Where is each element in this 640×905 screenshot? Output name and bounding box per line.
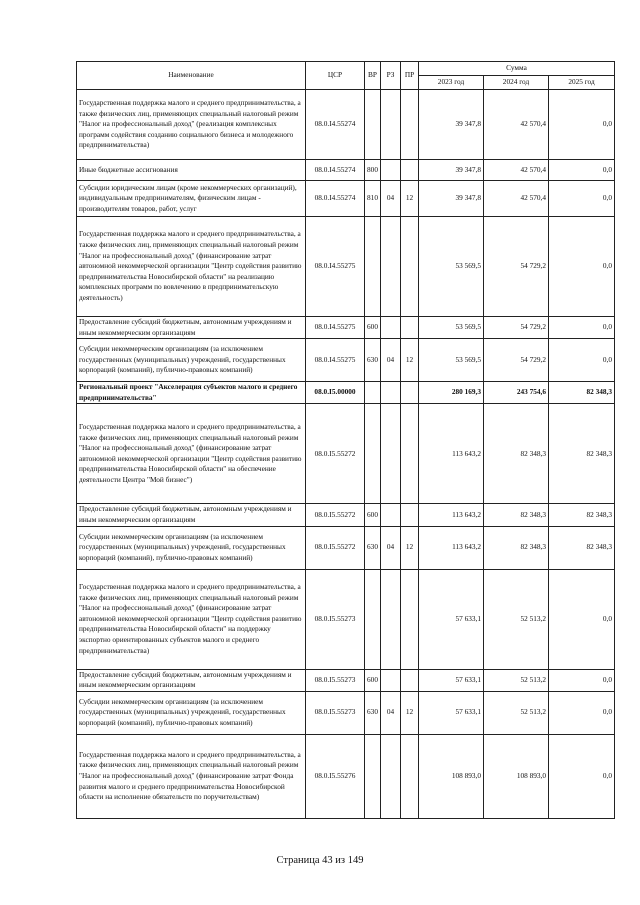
header-rz: РЗ [381, 62, 401, 90]
row-rz [381, 569, 401, 669]
table-row [77, 404, 615, 504]
row-vr: 600 [365, 317, 381, 339]
header-year-2023: 2023 год [419, 76, 484, 90]
row-name: Государственная поддержка малого и среднего предпринимательства, а также физических лиц, применяющих специальный налоговый режим "Налог на профессиональный доход" (финансирование затрат Фонда развития малого и среднего предпринимательства Новосибирской области на исполнение обязательств по поручительствам) [77, 734, 306, 818]
row-name: Предоставление субсидий бюджетным, автономным учреждениям и иным некоммерческим организациям [77, 317, 306, 339]
table-row [77, 181, 615, 217]
row-csr: 08.0.I4.55274 [306, 90, 365, 160]
row-sum-2023: 57 633,1 [419, 691, 484, 734]
row-csr: 08.0.I4.55275 [306, 217, 365, 317]
row-csr: 08.0.I5.00000 [306, 382, 365, 404]
row-csr: 08.0.I4.55275 [306, 339, 365, 382]
header-name: Наименование [77, 62, 306, 90]
table-row [77, 691, 615, 734]
row-rz [381, 382, 401, 404]
row-sum-2025: 0,0 [549, 217, 615, 317]
table-header [77, 62, 615, 90]
table-row [77, 317, 615, 339]
row-sum-2023: 280 169,3 [419, 382, 484, 404]
row-rz [381, 504, 401, 526]
row-name: Государственная поддержка малого и среднего предпринимательства, а также физических лиц, применяющих специальный налоговый режим "Налог на профессиональный доход" (финансирование затрат автономной некоммерческой организации "Центр содействия развитию предпринимательства Новосибирской области" на реализацию комплексных программ по вовлечению в предпринимательскую деятельность) [77, 217, 306, 317]
table-row [77, 526, 615, 569]
header-year-2025: 2025 год [549, 76, 615, 90]
row-vr: 600 [365, 669, 381, 691]
row-pr [401, 669, 419, 691]
header-vr: ВР [365, 62, 381, 90]
row-rz: 04 [381, 181, 401, 217]
table-row [77, 90, 615, 160]
row-pr [401, 734, 419, 818]
table-row [77, 160, 615, 181]
row-sum-2023: 53 569,5 [419, 317, 484, 339]
row-sum-2023: 113 643,2 [419, 404, 484, 504]
row-sum-2023: 53 569,5 [419, 339, 484, 382]
row-sum-2025: 82 348,3 [549, 404, 615, 504]
row-name: Предоставление субсидий бюджетным, автономным учреждениям и иным некоммерческим организациям [77, 669, 306, 691]
row-vr [365, 217, 381, 317]
row-sum-2025: 0,0 [549, 669, 615, 691]
header-csr: ЦСР [306, 62, 365, 90]
row-name: Государственная поддержка малого и среднего предпринимательства, а также физических лиц, применяющих специальный налоговый режим "Налог на профессиональный доход" (реализация комплексных программ содействия созданию социального бизнеса и молодежного предпринимательства) [77, 90, 306, 160]
row-sum-2025: 0,0 [549, 181, 615, 217]
row-sum-2023: 57 633,1 [419, 669, 484, 691]
table-row [77, 382, 615, 404]
row-sum-2024: 54 729,2 [484, 339, 549, 382]
row-sum-2025: 82 348,3 [549, 382, 615, 404]
row-sum-2024: 82 348,3 [484, 526, 549, 569]
row-sum-2024: 82 348,3 [484, 404, 549, 504]
row-csr: 08.0.I5.55273 [306, 669, 365, 691]
budget-table [76, 61, 615, 819]
table-row [77, 734, 615, 818]
row-csr: 08.0.I4.55274 [306, 160, 365, 181]
row-csr: 08.0.I5.55272 [306, 526, 365, 569]
row-sum-2023: 113 643,2 [419, 504, 484, 526]
row-vr: 630 [365, 339, 381, 382]
row-rz [381, 734, 401, 818]
row-sum-2024: 52 513,2 [484, 669, 549, 691]
row-name: Государственная поддержка малого и среднего предпринимательства, а также физических лиц, применяющих специальный налоговый режим "Налог на профессиональный доход" (финансирование затрат автономной некоммерческой организации "Центр содействия развитию предпринимательства Новосибирской области" на поддержку экспортно ориентированных субъектов малого и среднего предпринимательства) [77, 569, 306, 669]
row-sum-2025: 82 348,3 [549, 504, 615, 526]
row-name: Иные бюджетные ассигнования [77, 160, 306, 181]
row-sum-2025: 0,0 [549, 90, 615, 160]
row-sum-2023: 39 347,8 [419, 160, 484, 181]
row-rz [381, 669, 401, 691]
row-vr [365, 382, 381, 404]
row-pr: 12 [401, 181, 419, 217]
table-row [77, 669, 615, 691]
row-sum-2023: 57 633,1 [419, 569, 484, 669]
row-rz: 04 [381, 526, 401, 569]
row-vr [365, 569, 381, 669]
row-sum-2025: 0,0 [549, 569, 615, 669]
row-pr: 12 [401, 691, 419, 734]
row-vr: 810 [365, 181, 381, 217]
row-sum-2024: 54 729,2 [484, 217, 549, 317]
row-sum-2024: 42 570,4 [484, 160, 549, 181]
row-vr: 600 [365, 504, 381, 526]
row-name: Государственная поддержка малого и среднего предпринимательства, а также физических лиц, применяющих специальный налоговый режим "Налог на профессиональный доход" (финансирование затрат автономной некоммерческой организации "Центр содействия развитию предпринимательства Новосибирской области" на обеспечение деятельности Центра "Мой бизнес") [77, 404, 306, 504]
row-sum-2024: 52 513,2 [484, 691, 549, 734]
row-name: Региональный проект "Акселерация субъектов малого и среднего предпринимательства" [77, 382, 306, 404]
row-rz: 04 [381, 339, 401, 382]
row-csr: 08.0.I4.55274 [306, 181, 365, 217]
row-name: Субсидии некоммерческим организациям (за исключением государственных (муниципальных) учреждений, государственных корпораций (компаний), публично-правовых компаний) [77, 339, 306, 382]
row-rz [381, 217, 401, 317]
row-sum-2024: 108 893,0 [484, 734, 549, 818]
row-pr [401, 404, 419, 504]
row-pr [401, 569, 419, 669]
row-sum-2023: 108 893,0 [419, 734, 484, 818]
row-pr: 12 [401, 526, 419, 569]
row-pr [401, 90, 419, 160]
row-sum-2025: 0,0 [549, 339, 615, 382]
row-name: Субсидии юридическим лицам (кроме некоммерческих организаций), индивидуальным предпринимателям, физическим лицам - производителям товаров, работ, услуг [77, 181, 306, 217]
row-csr: 08.0.I5.55273 [306, 691, 365, 734]
table-row [77, 569, 615, 669]
header-year-2024: 2024 год [484, 76, 549, 90]
row-vr [365, 734, 381, 818]
row-rz [381, 160, 401, 181]
row-sum-2024: 243 754,6 [484, 382, 549, 404]
row-sum-2024: 52 513,2 [484, 569, 549, 669]
row-pr [401, 160, 419, 181]
row-csr: 08.0.I4.55275 [306, 317, 365, 339]
row-pr: 12 [401, 339, 419, 382]
row-sum-2025: 0,0 [549, 734, 615, 818]
row-sum-2025: 0,0 [549, 691, 615, 734]
row-vr [365, 90, 381, 160]
row-sum-2023: 53 569,5 [419, 217, 484, 317]
row-csr: 08.0.I5.55276 [306, 734, 365, 818]
row-csr: 08.0.I5.55273 [306, 569, 365, 669]
row-pr [401, 504, 419, 526]
row-sum-2024: 42 570,4 [484, 181, 549, 217]
row-sum-2025: 0,0 [549, 160, 615, 181]
row-sum-2024: 82 348,3 [484, 504, 549, 526]
table-row [77, 217, 615, 317]
row-vr: 630 [365, 526, 381, 569]
row-rz [381, 404, 401, 504]
row-vr: 800 [365, 160, 381, 181]
table-row [77, 339, 615, 382]
row-sum-2023: 39 347,8 [419, 181, 484, 217]
row-vr [365, 404, 381, 504]
row-vr: 630 [365, 691, 381, 734]
row-pr [401, 317, 419, 339]
header-sum: Сумма [419, 62, 615, 76]
row-sum-2024: 42 570,4 [484, 90, 549, 160]
row-csr: 08.0.I5.55272 [306, 404, 365, 504]
row-sum-2024: 54 729,2 [484, 317, 549, 339]
row-sum-2023: 39 347,8 [419, 90, 484, 160]
row-pr [401, 217, 419, 317]
row-csr: 08.0.I5.55272 [306, 504, 365, 526]
row-name: Субсидии некоммерческим организациям (за исключением государственных (муниципальных) учреждений, государственных корпораций (компаний), публично-правовых компаний) [77, 691, 306, 734]
table-body [77, 90, 615, 819]
row-sum-2025: 0,0 [549, 317, 615, 339]
row-name: Предоставление субсидий бюджетным, автономным учреждениям и иным некоммерческим организациям [77, 504, 306, 526]
row-sum-2025: 82 348,3 [549, 526, 615, 569]
row-rz: 04 [381, 691, 401, 734]
row-sum-2023: 113 643,2 [419, 526, 484, 569]
page-number: Страница 43 из 149 [276, 855, 364, 866]
row-rz [381, 317, 401, 339]
header-pr: ПР [401, 62, 419, 90]
row-rz [381, 90, 401, 160]
table-row [77, 504, 615, 526]
row-pr [401, 382, 419, 404]
row-name: Субсидии некоммерческим организациям (за исключением государственных (муниципальных) учреждений, государственных корпораций (компаний), публично-правовых компаний) [77, 526, 306, 569]
